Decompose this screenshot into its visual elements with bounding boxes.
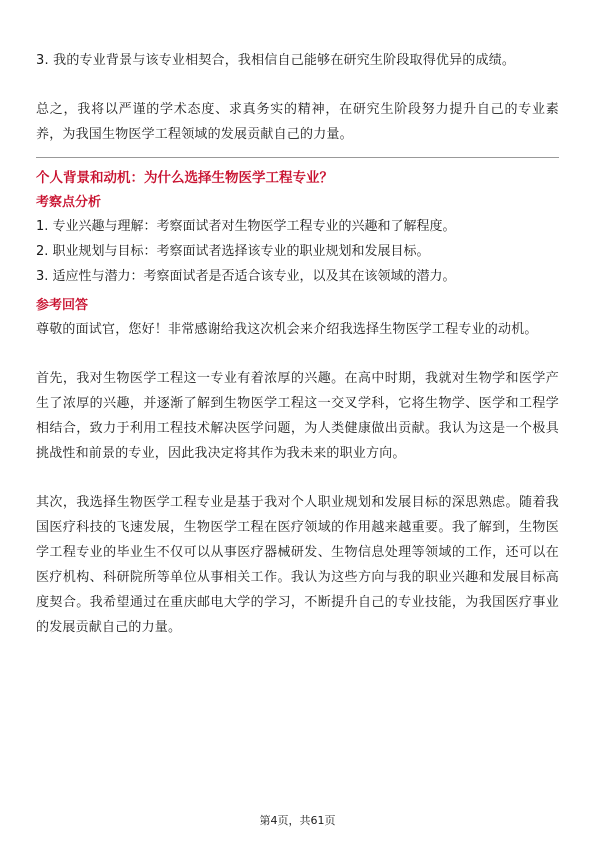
page-number: 第4页，共61页 <box>259 814 336 827</box>
spacer <box>36 342 559 366</box>
summary-paragraph: 总之，我将以严谨的学术态度、求真务实的精神，在研究生阶段努力提升自己的专业素养，为我国生物医学工程领域的发展贡献自己的力量。 <box>36 102 559 142</box>
spacer <box>36 73 559 97</box>
answer-paragraph-first: 首先，我对生物医学工程这一专业有着浓厚的兴趣。在高中时期，我就对生物学和医学产生了浓厚的兴趣，并逐渐了解到生物医学工程这一交叉学科，它将生物学、医学和工程学相结合，致力于利用工程技术解决医学问题，为人类健康做出贡献。我认为这是一个极具挑战性和前景的专业，因此我决定将其作为我未来的职业方向。 <box>36 371 559 461</box>
question-title: 个人背景和动机：为什么选择生物医学工程专业？ <box>36 170 333 186</box>
analysis-heading: 考察点分析 <box>36 195 102 210</box>
answer-paragraph-second: 其次，我选择生物医学工程专业是基于我对个人职业规划和发展目标的深思熟虑。随着我国医疗科技的飞速发展，生物医学工程在医疗领域的作用越来越重要。我了解到，生物医学工程专业的毕业生不仅可以从事医疗器械研发、生物信息处理等领域的工作，还可以在医疗机构、科研院所等单位从事相关工作。我认为这些方向与我的职业兴趣和发展目标高度契合。我希望通过在重庆邮电大学的学习，不断提升自己的专业技能，为我国医疗事业的发展贡献自己的力量。 <box>36 495 559 635</box>
analysis-item: 1. 专业兴趣与理解：考察面试者对生物医学工程专业的兴趣和了解程度。 <box>36 219 456 234</box>
previous-point-3: 3. 我的专业背景与该专业相契合，我相信自己能够在研究生阶段取得优异的成绩。 <box>36 53 516 68</box>
answer-paragraph-greeting: 尊敬的面试官，您好！非常感谢给我这次机会来介绍我选择生物医学工程专业的动机。 <box>36 322 538 337</box>
section-divider <box>36 157 559 158</box>
page-content <box>36 48 559 640</box>
analysis-item: 3. 适应性与潜力：考察面试者是否适合该专业，以及其在该领域的潜力。 <box>36 269 456 284</box>
analysis-item: 2. 职业规划与目标：考察面试者选择该专业的职业规划和发展目标。 <box>36 244 430 259</box>
answer-heading: 参考回答 <box>36 298 89 313</box>
spacer <box>36 466 559 490</box>
